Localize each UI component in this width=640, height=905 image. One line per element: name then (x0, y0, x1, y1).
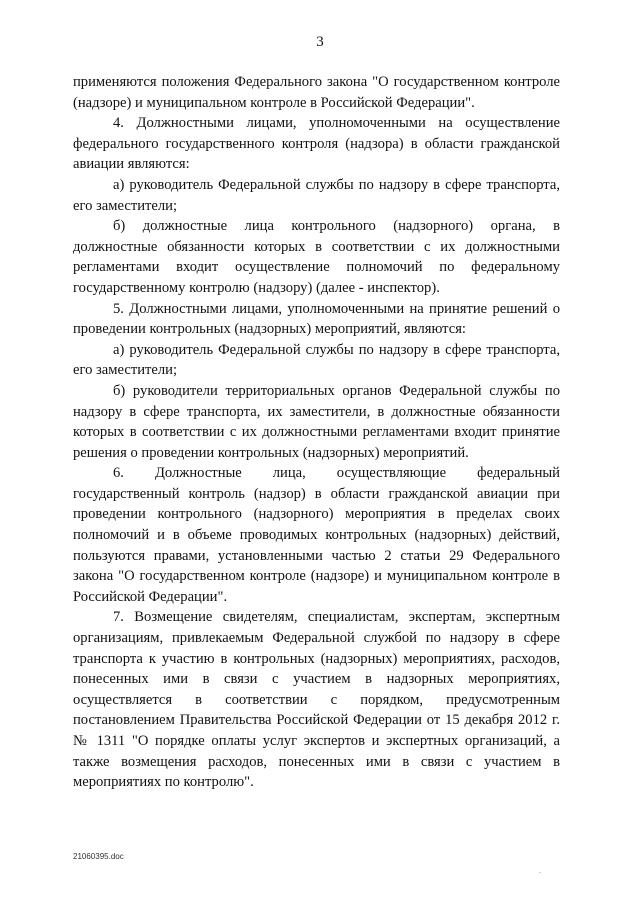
document-body (73, 72, 560, 793)
page-number: 3 (316, 34, 324, 50)
paragraph-item-4: 4. Должностными лицами, уполномоченными на осуществление федерального государственного контроля (надзора) в области гражданской авиации являются: (73, 115, 560, 173)
paragraph-item-6: 6. Должностные лица, осуществляющие федеральный государственный контроль (надзор) в области гражданской авиации при проведении контрольного (надзорного) мероприятия в пределах своих полномочий и в объеме проводимых контрольных (надзорных) действий, пользуются правами, установленными частью 2 статьи 29 Федерального закона "О государственном контроле (надзоре) и муниципальном контроле в Российской Федерации". (73, 465, 560, 605)
paragraph-item-5b: б) руководители территориальных органов Федеральной службы по надзору в сфере транспорта, их заместители, в должностные обязанности которых в соответствии с их должностными регламентами входит принятие решения о проведении контрольных (надзорных) мероприятий. (73, 382, 560, 461)
paragraph-item-7: 7. Возмещение свидетелям, специалистам, экспертам, экспертным организациям, привлекаемым Федеральной службой по надзору в сфере транспорта к участию в контрольных (надзорных) мероприятиях, расходов, понесенных ими в связи с участием в надзорных мероприятиях, осуществляется в соответствии с порядком, предусмотренным постановлением Правительства Российской Федерации от 15 декабря 2012 г. № 1311 "О порядке оплаты услуг экспертов и экспертных организаций, а также возмещения расходов, понесенных ими в связи с участием в мероприятиях по контролю". (73, 609, 560, 791)
paragraph-item-4b: б) должностные лица контрольного (надзорного) органа, в должностные обязанности которых в соответствии с их должностными регламентами входит осуществление полномочий по федеральному государственному контролю (надзору) (далее - инспектор). (73, 218, 560, 296)
paragraph-item-4a: а) руководитель Федеральной службы по надзору в сфере транспорта, его заместители; (73, 176, 560, 214)
paragraph-item-5a: а) руководитель Федеральной службы по надзору в сфере транспорта, его заместители; (73, 341, 560, 379)
footer-file-name: 21060395.doc (73, 852, 124, 861)
paragraph-item-5: 5. Должностными лицами, уполномоченными на принятие решений о проведении контрольных (надзорных) мероприятий, являются: (73, 300, 560, 338)
paragraph-continuation: применяются положения Федерального закона "О государственном контроле (надзоре) и муниципальном контроле в Российской Федерации". (73, 74, 560, 111)
footer-mark: . (539, 866, 541, 875)
